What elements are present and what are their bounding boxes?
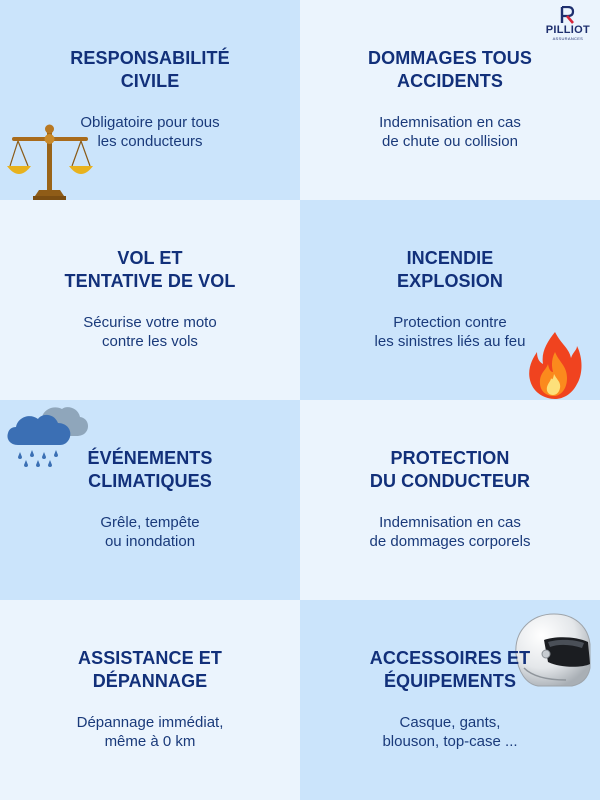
card-protection-conducteur bbox=[300, 400, 600, 600]
card-description: Protection contre les sinistres liés au feu bbox=[374, 314, 526, 350]
pilliot-monogram-icon bbox=[560, 6, 576, 24]
card-description: Indemnisation en cas de chute ou collision bbox=[379, 114, 521, 150]
card-responsabilite-civile bbox=[0, 0, 300, 200]
card-assistance-depannage bbox=[0, 600, 300, 800]
card-title: INCENDIE EXPLOSION bbox=[397, 248, 503, 291]
pilliot-logo bbox=[546, 6, 590, 41]
card-title: ÉVÉNEMENTS CLIMATIQUES bbox=[87, 448, 213, 491]
brand-name: PILLIOT bbox=[545, 24, 590, 36]
card-description: Grêle, tempête ou inondation bbox=[100, 514, 200, 550]
card-vol bbox=[0, 200, 300, 400]
card-description: Indemnisation en cas de dommages corporels bbox=[369, 514, 531, 550]
card-description: Obligatoire pour tous les conducteurs bbox=[80, 114, 220, 150]
card-accessoires-equipements bbox=[300, 600, 600, 800]
brand-tagline: ASSURANCES bbox=[552, 36, 584, 41]
card-description: Dépannage immédiat, même à 0 km bbox=[76, 714, 224, 750]
card-title: VOL ET TENTATIVE DE VOL bbox=[64, 248, 236, 291]
fire-icon bbox=[527, 330, 583, 400]
card-dommages-tous-accidents bbox=[300, 0, 600, 200]
card-incendie-explosion bbox=[300, 200, 600, 400]
card-description: Sécurise votre moto contre les vols bbox=[83, 314, 217, 350]
card-title: PROTECTION DU CONDUCTEUR bbox=[369, 448, 531, 491]
card-evenements-climatiques bbox=[0, 400, 300, 600]
card-title: RESPONSABILITÉ CIVILE bbox=[70, 48, 230, 91]
rain-cloud-icon bbox=[6, 405, 90, 469]
card-title: ACCESSOIRES ET ÉQUIPEMENTS bbox=[369, 648, 531, 691]
card-description: Casque, gants, blouson, top-case ... bbox=[382, 714, 518, 750]
card-title: DOMMAGES TOUS ACCIDENTS bbox=[368, 48, 532, 91]
card-title: ASSISTANCE ET DÉPANNAGE bbox=[78, 648, 222, 691]
